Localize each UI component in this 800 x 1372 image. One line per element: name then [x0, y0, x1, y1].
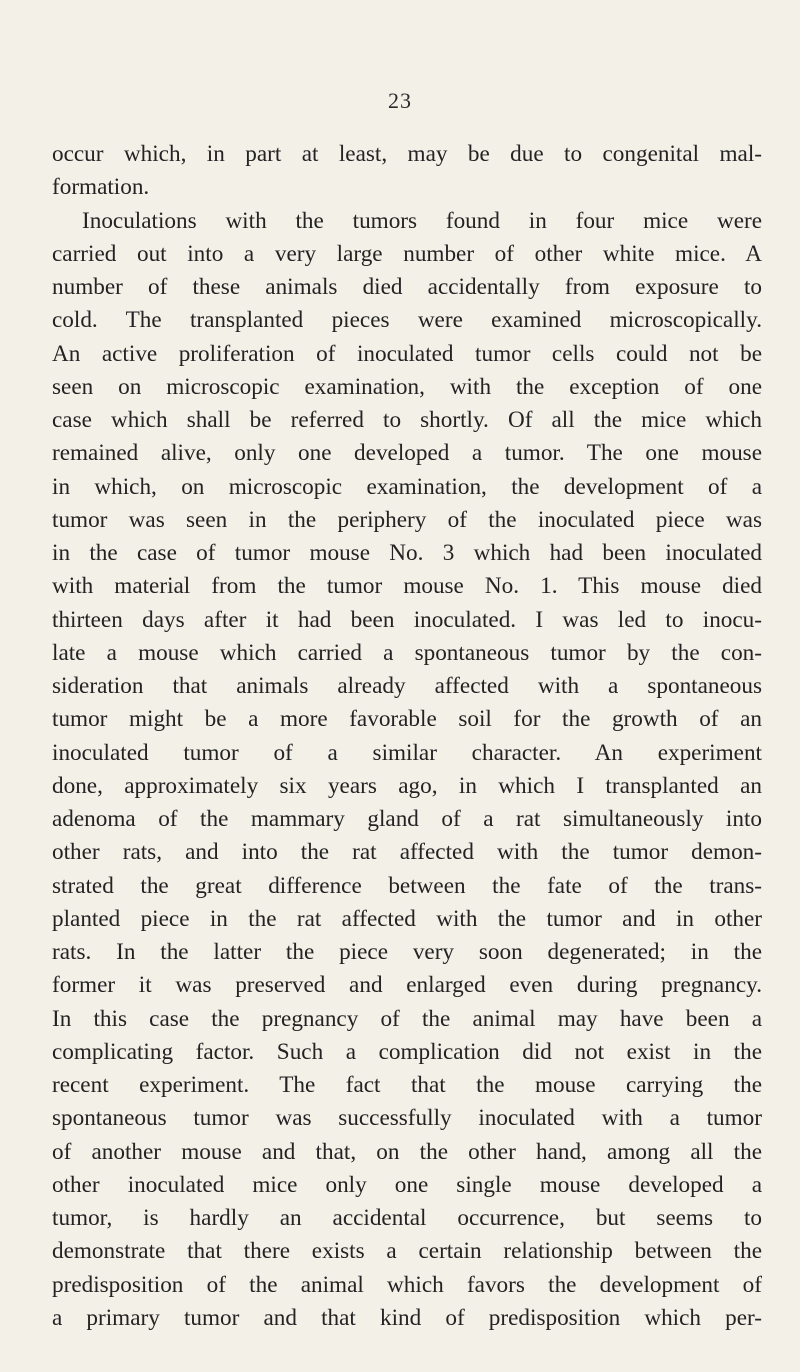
- text-line: predisposition of the animal which favors the development of: [52, 1271, 762, 1298]
- text-line: former it was preserved and enlarged even during pregnancy.: [52, 972, 762, 999]
- text-line: spontaneous tumor was successfully inoculated with a tumor: [52, 1105, 762, 1132]
- text-line: formation.: [52, 174, 150, 201]
- text-line: a primary tumor and that kind of predisposition which per-: [52, 1304, 762, 1331]
- text-line: inoculated tumor of a similar character. An experiment: [52, 739, 762, 766]
- text-line: other rats, and into the rat affected with the tumor demon-: [52, 839, 762, 866]
- text-line: thirteen days after it had been inoculated. I was led to inocu-: [52, 606, 762, 633]
- body-text: [52, 138, 762, 1335]
- text-line: recent experiment. The fact that the mouse carrying the: [52, 1072, 762, 1098]
- text-line: Inoculations with the tumors found in four mice were: [82, 207, 762, 234]
- text-line: cold. The transplanted pieces were examined microscopically.: [52, 307, 762, 334]
- text-line: done, approximately six years ago, in which I transplanted an: [52, 772, 762, 799]
- text-line: complicating factor. Such a complication did not exist in the: [52, 1038, 762, 1065]
- text-line: seen on microscopic examination, with the exception of one: [52, 373, 762, 400]
- text-line: planted piece in the rat affected with the tumor and in other: [52, 905, 762, 932]
- text-line: case which shall be referred to shortly. Of all the mice which: [52, 407, 762, 433]
- text-line: An active proliferation of inoculated tumor cells could not be: [52, 340, 762, 367]
- page-number: 23: [388, 88, 412, 113]
- text-line: demonstrate that there exists a certain relationship between the: [52, 1238, 762, 1265]
- text-line: in which, on microscopic examination, the development of a: [52, 473, 762, 500]
- text-line: occur which, in part at least, may be due to congenital mal-: [52, 141, 762, 167]
- text-line: In this case the pregnancy of the animal may have been a: [52, 1005, 762, 1032]
- text-line: sideration that animals already affected with a spontaneous: [52, 673, 762, 699]
- text-line: strated the great difference between the fate of the trans-: [52, 872, 762, 899]
- text-line: with material from the tumor mouse No. 1. This mouse died: [52, 573, 762, 600]
- text-line: tumor was seen in the periphery of the inoculated piece was: [52, 506, 762, 533]
- text-line: rats. In the latter the piece very soon degenerated; in the: [52, 939, 762, 965]
- text-line: tumor might be a more favorable soil for the growth of an: [52, 706, 762, 733]
- text-line: carried out into a very large number of other white mice. A: [52, 240, 762, 267]
- text-line: remained alive, only one developed a tumor. The one mouse: [52, 440, 762, 467]
- text-line: number of these animals died accidentally from exposure to: [52, 274, 762, 300]
- text-line: of another mouse and that, on the other hand, among all the: [52, 1138, 762, 1165]
- text-line: in the case of tumor mouse No. 3 which had been inoculated: [52, 540, 762, 566]
- text-line: tumor, is hardly an accidental occurrence, but seems to: [52, 1205, 762, 1231]
- text-line: adenoma of the mammary gland of a rat simultaneously into: [52, 806, 762, 832]
- text-line: other inoculated mice only one single mouse developed a: [52, 1171, 762, 1198]
- text-line: late a mouse which carried a spontaneous tumor by the con-: [52, 639, 762, 666]
